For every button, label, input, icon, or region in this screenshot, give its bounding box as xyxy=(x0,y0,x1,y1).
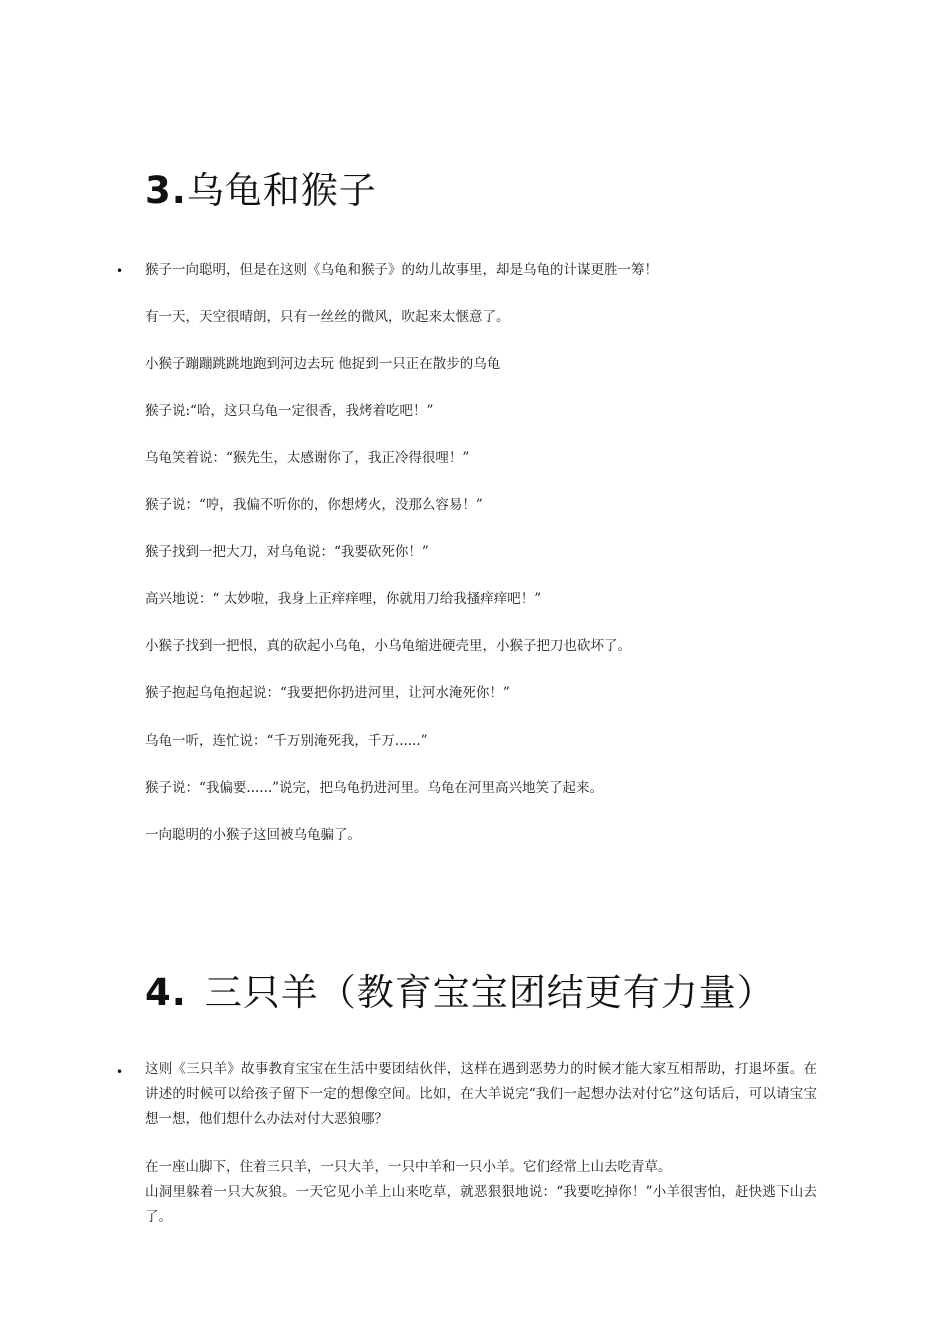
story-line: 乌龟笑着说：“猴先生，太感谢你了，我正冷得很哩！” xyxy=(145,450,470,466)
story-line: 高兴地说：“ 太妙啦，我身上正痒痒哩，你就用刀给我搔痒痒吧！” xyxy=(145,591,542,607)
intro-paragraph: 这则《三只羊》故事教育宝宝在生活中要团结伙伴，这样在遇到恶势力的时候才能大家互相帮助，打退坏蛋。在讲述的时候可以给孩子留下一定的想像空间。比如，在大羊说完“我们一起想办法对付它”这句话后，可以请宝宝想一想，他们想什么办法对付大恶狼哪？ xyxy=(145,1061,817,1127)
story-line: 猴子说:“哈，这只乌龟一定很香，我烤着吃吧！” xyxy=(145,403,434,419)
story-line: 有一天，天空很晴朗，只有一丝丝的微风，吹起来太惬意了。 xyxy=(145,309,510,325)
section-number: 3. xyxy=(145,169,187,212)
story-paragraph: 在一座山脚下，住着三只羊，一只大羊，一只中羊和一只小羊。它们经常上山去吃青草。 xyxy=(145,1159,672,1175)
section-heading-three-sheep xyxy=(145,962,775,1016)
bullet-icon: • xyxy=(116,1065,124,1079)
story-paragraph: 山洞里躲着一只大灰狼。一天它见小羊上山来吃草，就恶狠狠地说：“我要吃掉你！”小羊很害怕，赶快逃下山去了。 xyxy=(145,1184,817,1225)
story-line: 猴子说：“我偏要......”说完，把乌龟扔进河里。乌龟在河里高兴地笑了起来。 xyxy=(145,780,604,796)
story-line: 小猴子找到一把恨，真的砍起小乌龟，小乌龟缩进硬壳里，小猴子把刀也砍坏了。 xyxy=(145,638,631,654)
bullet-icon: • xyxy=(116,264,124,278)
section-title: 乌龟和猴子 xyxy=(186,169,377,212)
story-line: 乌龟一听，连忙说：“千万别淹死我，千万......” xyxy=(145,733,428,749)
section-title: 三只羊（教育宝宝团结更有力量） xyxy=(204,971,775,1014)
story-line: 猴子抱起乌龟抱起说：“我要把你扔进河里，让河水淹死你！” xyxy=(145,685,510,701)
section-heading-turtle-monkey xyxy=(145,160,377,214)
story-line: 猴子说：“哼，我偏不听你的，你想烤火，没那么容易！” xyxy=(145,497,483,513)
section-number: 4. xyxy=(145,971,187,1014)
story-line: 小猴子蹦蹦跳跳地跑到河边去玩 他捉到一只正在散步的乌龟 xyxy=(145,356,501,372)
story-line: 猴子一向聪明，但是在这则《乌龟和猴子》的幼儿故事里，却是乌龟的计谋更胜一筹！ xyxy=(145,262,658,278)
story-line: 一向聪明的小猴子这回被乌龟骗了。 xyxy=(145,827,361,843)
story-line: 猴子找到一把大刀，对乌龟说：“我要砍死你！” xyxy=(145,544,429,560)
